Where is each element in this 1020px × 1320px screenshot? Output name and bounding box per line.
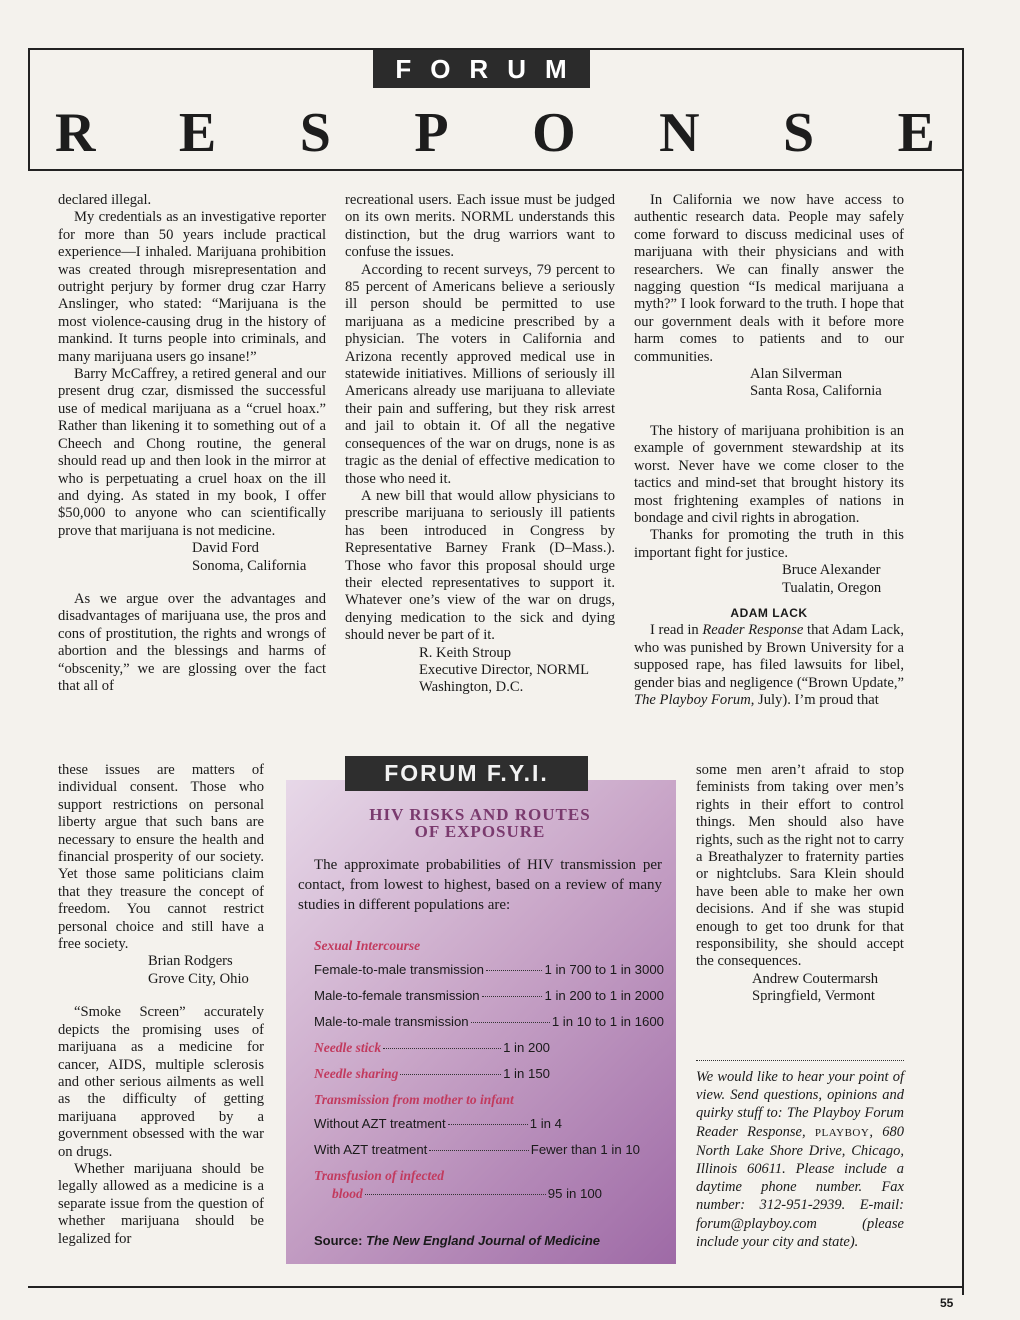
signature-place: Grove City, Ohio	[148, 970, 249, 987]
title-letter: R	[55, 102, 96, 164]
signature-name: Bruce Alexander	[782, 562, 881, 579]
signature	[58, 540, 326, 575]
paragraph: Whether marijuana should be legally allowed as a medicine is a separate issue from the question of whether marijuana should be legalized for	[58, 1160, 264, 1247]
fyi-title: HIV RISKS AND ROUTES OF EXPOSURE	[369, 805, 591, 841]
page-number: 55	[940, 1296, 954, 1310]
signature	[345, 645, 615, 697]
subhead: ADAM LACK	[730, 605, 808, 620]
signature	[696, 971, 904, 1006]
paragraph: Barry McCaffrey, a retired general and our present drug czar, dismissed the successful use of medical marijuana as a “cruel hoax.” Rather than likening it to something out of a Cheech and Chong routine, the general should read up and then look in the mirror at who is perpetuating a cruel hoax on the ill and dying. As stated in my book, I offer $50,000 to anyone who can scientifically prove that marijuana is not medicine.	[58, 366, 326, 539]
signature-name: Alan Silverman	[750, 366, 843, 383]
signature-place: Santa Rosa, California	[750, 383, 882, 400]
column-1-narrow	[58, 762, 264, 1248]
signature-place: Tualatin, Oregon	[782, 579, 882, 596]
paragraph: According to recent surveys, 79 percent to 85 percent of Americans believe a seriously ill person should be permitted to use marijuana as a medicine prescribed by a physician. The voters in California and Arizona recently approved medical use in statewide initiatives. Millions of seriously ill Americans already use marijuana to alleviate their pain and suffering, but they risk arrest and jail to obtain it. Of all the negative consequences of the war on drugs, none is as tragic as the denial of effective medication to those who need it.	[345, 261, 615, 487]
table-row: blood 95 in 100	[332, 1186, 602, 1201]
paragraph: I read in Reader Response that Adam Lack, who was punished by Brown University for a supposed rape, has filed lawsuits for libel, gender bias and negligence (“Brown Update,” The Playboy Forum, July). I’m proud that	[634, 622, 904, 708]
title-letter: S	[299, 102, 331, 164]
invite-rule	[696, 1060, 904, 1062]
table-row: Female-to-male transmission 1 in 700 to 1 in 3000	[314, 962, 664, 977]
table-row: Without AZT treatment 1 in 4	[314, 1116, 562, 1131]
frame-bottom-rule	[28, 1286, 964, 1288]
paragraph: Thanks for promoting the truth in this important fight for justice.	[634, 527, 904, 561]
column-3	[634, 192, 904, 709]
signature	[634, 366, 904, 401]
paragraph: “Smoke Screen” accurately depicts the promising uses of marijuana as a medicine for cancer, AIDS, multiple sclerosis and other serious ailments as well as the difficulty of getting marijuana approved by a government obsessed with the war on drugs.	[58, 1004, 264, 1160]
title-letter: O	[532, 102, 576, 164]
column-1	[58, 192, 326, 695]
table-row: Needle stick 1 in 200	[314, 1040, 550, 1055]
invite-note: We would like to hear your point of view. Send questions, opinions and quirky stuff to: The Playboy Forum Reader Response, PLAYBOY, 680 North Lake Shore Drive, Chicago, Illinois 60611. Please include a daytime phone number. Fax number: 312-951-2939. E-mail: forum@playboy.com (please include your city and state).	[696, 1069, 905, 1250]
paragraph: recreational users. Each issue must be judged on its own merits. NORML understands this distinction, but the drug warriors want to confuse the issues.	[345, 192, 615, 261]
signature	[58, 953, 264, 988]
signature-title: Executive Director, NORML	[419, 661, 590, 678]
paragraph: these issues are matters of individual consent. Those who support restrictions on personal liberty argue that such bans are necessary to ensure the health and financial prosperity of our society. Yet those same politicians claim that they treasure the concept of freedom. You cannot restrict personal choice and still have a free society.	[58, 762, 264, 953]
paragraph: declared illegal.	[58, 192, 152, 208]
table-row: Male-to-male transmission 1 in 10 to 1 in 1600	[314, 1014, 664, 1029]
signature-place: Springfield, Vermont	[752, 988, 875, 1005]
signature	[634, 562, 904, 597]
frame-right-rule	[962, 48, 964, 1295]
signature-place: Washington, D.C.	[419, 679, 524, 696]
fyi-source: Source: The New England Journal of Medicine	[314, 1233, 601, 1248]
signature-name: Andrew Coutermarsh	[752, 970, 879, 987]
frame-left-rule	[28, 48, 30, 170]
paragraph: In California we now have access to authentic research data. People may safely come forward to discuss medicinal uses of marijuana with their physicians and with researchers. We can finally answer the nagging question “Is medical marijuana a myth?” I look forward to the truth. I hope that our government deals with it before more harm comes to patients and to our communities.	[634, 192, 904, 365]
paragraph: As we argue over the advantages and disadvantages of marijuana use, the pros and cons of prostitution, the rights and wrongs of abortion and the blessings and harms of “obscenity,” we are glossing over the fact that all of	[58, 590, 326, 694]
paragraph: some men aren’t afraid to stop feminists from taking over men’s rights in their effort to control things. Men should also have rights, such as the right not to carry a Breathalyzer to fraternity parties or nightclubs. Sara Klein should have been able to make her own decisions. And if she was stupid enough to get too drunk for that responsibility, she should accept the consequences.	[696, 762, 904, 970]
category-heading: Transfusion of infected	[314, 1168, 445, 1183]
title-letter: E	[178, 102, 217, 164]
category-heading: Sexual Intercourse	[314, 938, 421, 953]
table-row: Needle sharing 1 in 150	[314, 1066, 550, 1081]
column-2	[345, 192, 615, 697]
signature-place: Sonoma, California	[192, 557, 307, 574]
column-3-narrow	[696, 762, 904, 1006]
title-letter: N	[659, 102, 700, 164]
fyi-tag: FORUM F.Y.I.	[345, 756, 588, 791]
paragraph: The history of marijuana prohibition is an example of government stewardship at its worst. Never have we come closer to the tactics and mind-set that brought history its most frightening examples of nations in bondage and civil rights in abrogation.	[634, 422, 904, 526]
signature-name: Brian Rodgers	[148, 953, 233, 970]
paragraph: A new bill that would allow physicians to prescribe marijuana to seriously ill patients has been introduced in Congress by Representative Barney Frank (D–Mass.). Those who favor this proposal should urge their elected representatives to support it. Whatever one’s view of the war on drugs, denying medication to the sick and dying should never be part of it.	[345, 487, 615, 644]
title-letter: P	[414, 102, 449, 164]
title-letter: E	[897, 102, 935, 164]
category-heading: Transmission from mother to infant	[314, 1092, 514, 1107]
table-row: Male-to-female transmission 1 in 200 to 1 in 2000	[314, 988, 664, 1003]
section-tag: FORUM	[373, 50, 590, 88]
fyi-intro: The approximate probabilities of HIV transmission per contact, from lowest to highest, based on a review of many studies in different populations are:	[298, 857, 662, 913]
fyi-table	[314, 938, 664, 1212]
title-letter: S	[783, 102, 815, 164]
paragraph: My credentials as an investigative reporter for more than 50 years include practical experience—I inhaled. Marijuana prohibition was created through misrepresentation and outright perjury by former drug czar Harry Anslinger, who stated: “Marijuana is the most violence-causing drug in the history of mankind. It turns people into criminals, and many marijuana users go insane!”	[58, 209, 326, 365]
signature-name: David Ford	[192, 540, 259, 557]
table-row: With AZT treatment Fewer than 1 in 10	[314, 1142, 640, 1157]
signature-name: R. Keith Stroup	[419, 644, 512, 661]
page-title	[55, 100, 935, 170]
